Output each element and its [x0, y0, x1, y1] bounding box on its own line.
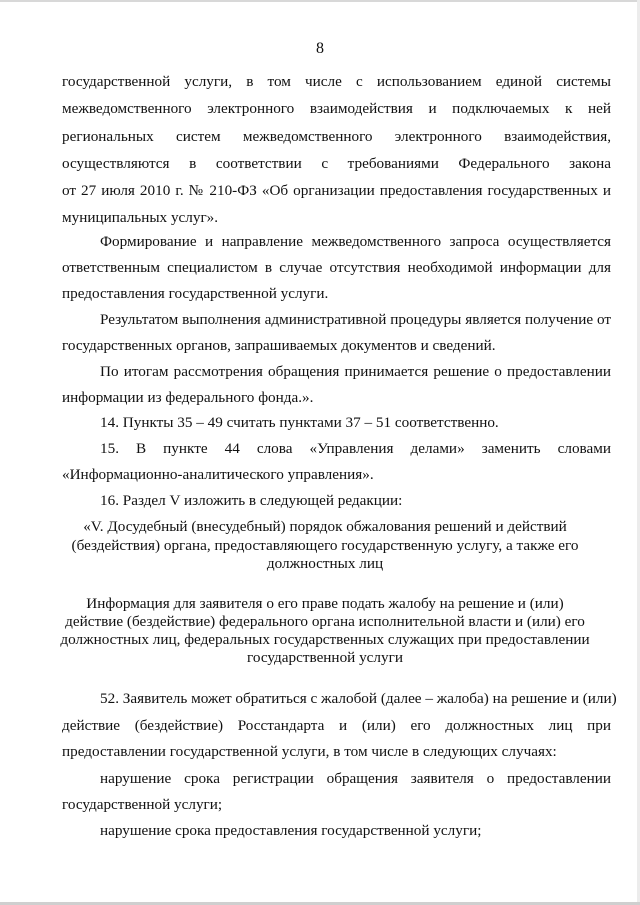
paragraph-line: региональных систем межведомственного электронного взаимодействия, [62, 128, 611, 145]
paragraph-line: государственной услуги; [62, 796, 223, 813]
subsection-heading-line: действие (бездействие) федерального органа исполнительной власти и (или) его [65, 613, 585, 630]
paragraph-line: 16. Раздел V изложить в следующей редакции: [100, 492, 403, 509]
section-heading-line: должностных лиц [266, 555, 384, 572]
paragraph-line: государственных органов, запрашиваемых документов и сведений. [62, 337, 496, 354]
paragraph-line: муниципальных услуг». [62, 209, 219, 226]
paragraph-line: от 27 июля 2010 г. № 210-ФЗ «Об организации предоставления государственных и [62, 182, 611, 199]
paragraph-line: предоставлении государственной услуги, в том числе в следующих случаях: [62, 743, 557, 760]
scan-top-edge [0, 0, 640, 2]
paragraph-line: Результатом выполнения административной процедуры является получение от [100, 311, 611, 328]
paragraph-line: осуществляются в соответствии с требованиями Федерального закона [62, 155, 611, 172]
paragraph-line: предоставления государственной услуги. [62, 285, 329, 302]
paragraph-line: государственной услуги, в том числе с использованием единой системы [62, 73, 611, 90]
subsection-heading-line: государственной услуги [247, 649, 403, 666]
subsection-heading-line: должностных лиц, федеральных государственных служащих при предоставлении [60, 631, 590, 648]
section-heading-line: «V. Досудебный (внесудебный) порядок обжалования решений и действий [83, 518, 567, 535]
paragraph-line: информации из федерального фонда.». [62, 389, 314, 406]
paragraph-line: действие (бездействие) Росстандарта и (или) его должностных лиц при [62, 717, 611, 734]
paragraph-line: 52. Заявитель может обратиться с жалобой (далее – жалоба) на решение и (или) [100, 690, 617, 707]
subsection-heading-line: Информация для заявителя о его праве подать жалобу на решение и (или) [86, 595, 564, 612]
page-number: 8 [316, 40, 324, 57]
paragraph-line: Формирование и направление межведомственного запроса осуществляется [100, 233, 611, 250]
paragraph-line: 15. В пункте 44 слова «Управления делами» заменить словами [100, 440, 611, 457]
paragraph-line: нарушение срока регистрации обращения заявителя о предоставлении [100, 770, 611, 787]
paragraph-line: 14. Пункты 35 – 49 считать пунктами 37 – 51 соответственно. [100, 414, 499, 431]
paragraph-line: нарушение срока предоставления государственной услуги; [100, 822, 482, 839]
section-heading-line: (бездействия) органа, предоставляющего государственную услугу, а также его [71, 537, 579, 554]
paragraph-line: По итогам рассмотрения обращения принимается решение о предоставлении [100, 363, 611, 380]
paragraph-line: межведомственного электронного взаимодействия и подключаемых к ней [62, 100, 611, 117]
paragraph-line: «Информационно-аналитического управления». [62, 466, 374, 483]
paragraph-line: ответственным специалистом в случае отсутствия необходимой информации для [62, 259, 611, 276]
